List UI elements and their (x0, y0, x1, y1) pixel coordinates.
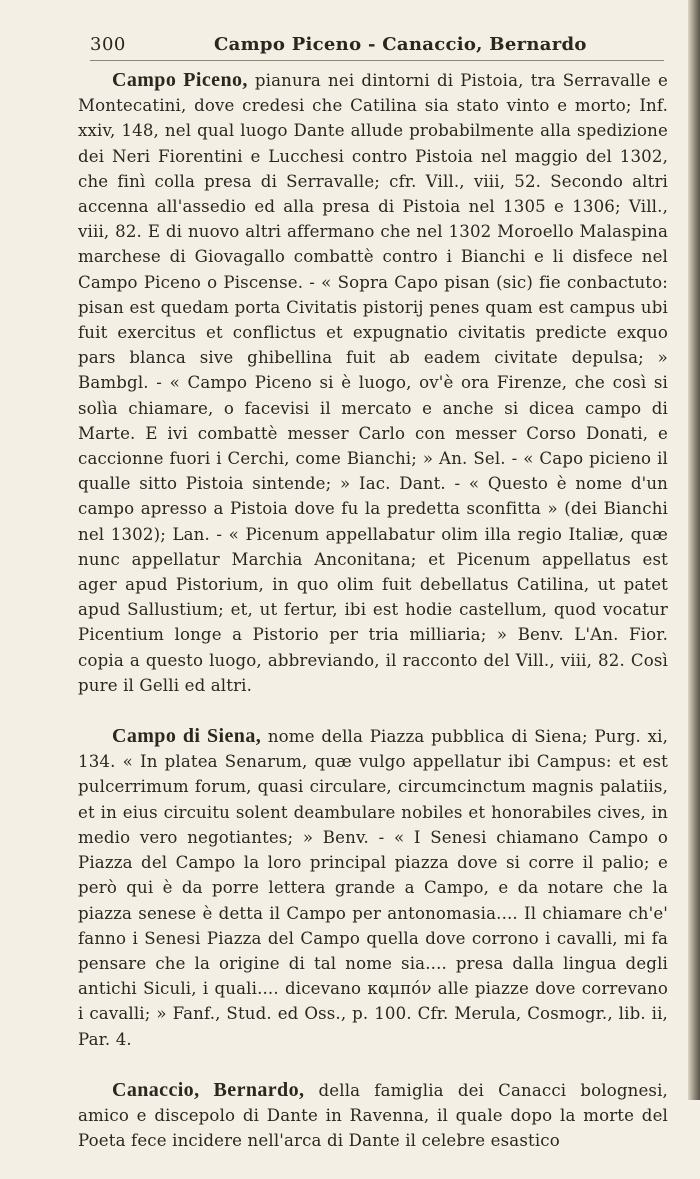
page-edge-shadow (688, 0, 700, 1100)
entries (78, 68, 668, 1179)
entry-headword: Canaccio, Bernardo, (112, 1078, 305, 1101)
entry-campo-di-siena (78, 724, 668, 1052)
entry-text: pianura nei dintorni di Pistoia, tra Serravalle e Montecatini, dove credesi che Catilina sia stato vinto e morto; Inf. xxiv, 148, nel qual luogo Dante allude probabilmente alla spedizione dei Neri Fiorentini e Lucchesi contro Pistoia nel maggio del 1302, che finì colla presa di Serravalle; cfr. Vill., viii, 52. Secondo altri accenna all'assedio ed alla presa di Pistoia nel 1305 e 1306; Vill., viii, 82. E di nuovo altri affermano che nel 1302 Moroello Malaspina marchese di Giovagallo combattè contro i Bianchi e li disfece nel Campo Piceno o Piscense. - « Sopra Capo pisan (sic) fie conbactuto: pisan est quedam porta Civitatis pistorij penes quam est campus ubi fuit exercitus et conflictus et expugnatio civitatis predicte exquo pars blanca sive ghibellina fuit ab eadem civitate depulsa; » Bambgl. - « Campo Piceno si è luogo, ov'è ora Firenze, che così si solìa chiamare, o facevisi il mercato e anche si dicea campo di Marte. E ivi combattè messer Carlo con messer Corso Donati, e caccionne fuori i Cerchi, come Bianchi; » An. Sel. - « Capo picieno il qualle sitto Pistoia sintende; » Iac. Dant. - « Questo è nome d'un campo apresso a Pistoia dove fu la predetta sconfitta » (dei Bianchi nel 1302); Lan. - « Picenum appellabatur olim illa regio Italiæ, quæ nunc appellatur Marchia Anconitana; et Picenum appellatus est ager apud Pistorium, in quo olim fuit debellatus Catilina, ut patet apud Sallustium; et, ut fertur, ibi est hodie castellum, quod vocatur Picentium longe a Pistorio per tria milliaria; » Benv. L'An. Fior. copia a questo luogo, abbreviando, il racconto del Vill., viii, 82. Così pure il Gelli ed altri. (78, 71, 668, 695)
entry-canaccio-bernardo (78, 1078, 668, 1154)
entry-text: nome della Piazza pubblica di Siena; Purg. xi, 134. « In platea Senarum, quæ vulgo appellatur ibi Campus: et est pulcerrimum forum, quasi circulare, circumcinctum magnis palatiis, et in eius circuitu solent deambulare nobiles et honorabiles cives, in medio vero negotiantes; » Benv. - « I Senesi chiamano Campo o Piazza del Campo la loro principal piazza dove si corre il palio; e però qui è da porre lettera grande a Campo, e da notare che la piazza senese è detta il Campo per antonomasia.... Il chiamare ch'e' fanno i Senesi Piazza del Campo quella dove corrono i cavalli, mi fa pensare che la origine di tal nome sia.... presa dalla lingua degli antichi Siculi, i quali.... dicevano καμπόν alle piazze dove correvano i cavalli; » Fanf., Stud. ed Oss., p. 100. Cfr. Merula, Cosmogr., lib. ii, Par. 4. (78, 727, 668, 1049)
running-head: Campo Piceno - Canaccio, Bernardo (214, 34, 587, 55)
entry-text: della famiglia dei Canacci bolognesi, amico e discepolo di Dante in Ravenna, il quale dopo la morte del Poeta fece incidere nell'arca di Dante il celebre esastico (78, 1080, 668, 1151)
entry-campo-piceno (78, 68, 668, 698)
entry-headword: Campo Piceno, (112, 69, 248, 91)
header-rule (90, 60, 664, 61)
page-header (90, 34, 674, 64)
entry-headword: Campo di Siena, (112, 725, 262, 748)
page-number: 300 (90, 34, 126, 55)
